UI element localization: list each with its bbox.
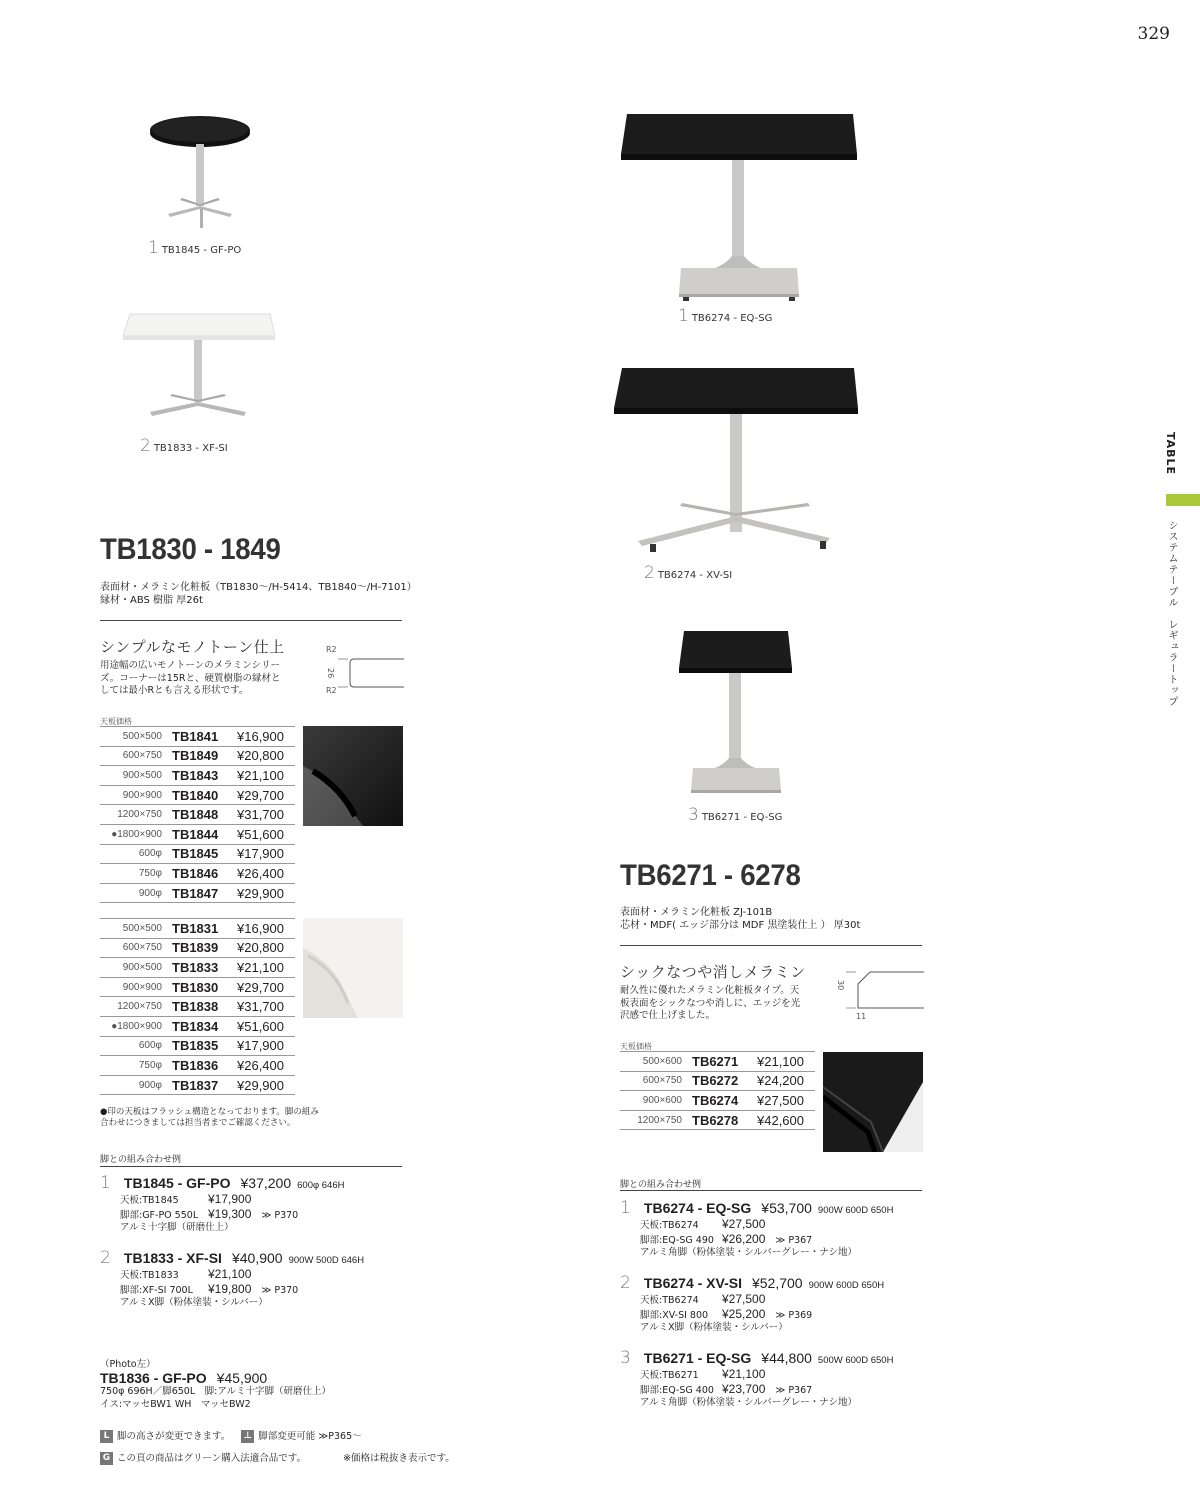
photo-caption-right-3: 3 TB6271 - EQ-SG — [688, 805, 783, 825]
price-row — [620, 1091, 815, 1111]
matte-black-edge-swatch — [823, 1052, 923, 1152]
combo-block-right-3: 3 TB6271 - EQ-SG ¥44,800 500W 600D 650H 天板:TB6271 ¥21,100 脚部:EQ-SG 400 ¥23,700 ≫ P367 アルミ角脚（粉体塗装・シルバーグレー・ナシ地） — [620, 1348, 894, 1408]
combo-block-1: 1 TB1845 - GF-PO ¥37,200 600φ 646H 天板:TB1845 ¥17,900 脚部:GF-PO 550L ¥19,300 ≫ P370 アルミ十字脚（研磨仕上） — [100, 1173, 345, 1233]
price-cell-size: 1200×750 — [637, 1114, 682, 1126]
edge-profile-diagram-right — [846, 968, 924, 1014]
divider — [100, 1166, 402, 1167]
price-cell-code: TB6274 — [692, 1092, 739, 1108]
price-cell-size: 500×600 — [642, 1055, 682, 1067]
price-label: 天板価格 — [100, 717, 132, 726]
price-cell-code: TB6272 — [692, 1073, 739, 1089]
price-row — [100, 997, 295, 1017]
price-cell-size: 900×900 — [122, 981, 162, 993]
diagram-height: 26 — [326, 668, 335, 679]
right-price-table — [620, 1051, 815, 1130]
price-cell-code: TB1845 — [172, 846, 219, 862]
price-cell-price: ¥17,900 — [237, 1038, 284, 1054]
price-row — [620, 1110, 815, 1130]
price-cell-size: 600φ — [138, 1040, 162, 1052]
price-cell-size: 900×900 — [122, 789, 162, 801]
price-cell-size: 600φ — [138, 848, 162, 860]
photo-left-label: （Photo左） — [100, 1359, 156, 1370]
price-cell-code: TB1830 — [172, 979, 219, 995]
divider — [620, 1190, 922, 1191]
price-row — [100, 1016, 295, 1036]
price-cell-price: ¥29,900 — [237, 1077, 284, 1093]
price-cell-code: TB1836 — [172, 1057, 219, 1073]
photo-details: 750φ 696H／脚650L 脚:アルミ十字脚（研磨仕上） イス:マッセBW1 WH マッセBW2 — [100, 1386, 331, 1410]
price-cell-code: TB1831 — [172, 920, 219, 936]
price-cell-price: ¥20,800 — [237, 748, 284, 764]
price-cell-size: 600×750 — [122, 942, 162, 954]
product-photo-square-white — [115, 308, 285, 428]
white-edge-swatch — [303, 918, 403, 1018]
price-cell-size: 750φ — [138, 1059, 162, 1071]
price-cell-price: ¥17,900 — [237, 846, 284, 862]
price-cell-code: TB6271 — [692, 1053, 739, 1069]
price-row — [100, 883, 295, 903]
price-cell-price: ¥20,800 — [237, 940, 284, 956]
price-cell-code: TB1843 — [172, 767, 219, 783]
combo-block-2: 2 TB1833 - XF-SI ¥40,900 900W 500D 646H 天板:TB1833 ¥21,100 脚部:XF-SI 700L ¥19,800 ≫ P370 アルミX脚（粉体塗装・シルバー） — [100, 1248, 365, 1308]
price-row — [100, 1036, 295, 1056]
price-cell-code: TB1839 — [172, 940, 219, 956]
footer-line-1: L 脚の高さが変更できます。 ⊥ 脚部変更可能 ≫P365〜 — [100, 1428, 362, 1443]
price-cell-size: 500×500 — [122, 730, 162, 742]
tax-note: ※価格は税抜き表示です。 — [343, 1453, 455, 1464]
divider — [620, 945, 922, 946]
price-cell-size: 900×500 — [122, 961, 162, 973]
product-photo-black-small — [675, 628, 805, 808]
green-purchase-icon: G — [100, 1452, 113, 1465]
price-row — [620, 1052, 815, 1072]
leg-change-icon: ⊥ — [241, 1430, 254, 1443]
product-photo-black-xv-si — [610, 366, 870, 561]
price-cell-price: ¥42,600 — [757, 1112, 804, 1128]
price-cell-price: ¥29,700 — [237, 787, 284, 803]
price-row — [100, 958, 295, 978]
price-cell-size: 900×600 — [642, 1094, 682, 1106]
subtitle-right: シックなつや消しメラミン — [620, 963, 806, 981]
price-cell-code: TB1847 — [172, 885, 219, 901]
subtitle: シンプルなモノトーン仕上 — [100, 638, 285, 656]
price-row — [100, 785, 295, 805]
combo-block-right-1: 1 TB6274 - EQ-SG ¥53,700 900W 600D 650H 天板:TB6274 ¥27,500 脚部:EQ-SG 490 ¥26,200 ≫ P367 アルミ角脚（粉体塗装・シルバーグレー・ナシ地） — [620, 1198, 894, 1258]
price-row — [100, 864, 295, 884]
price-cell-size: 750φ — [138, 867, 162, 879]
height-adjust-icon: L — [100, 1430, 113, 1443]
photo-caption-1: 1 TB1845 - GF-PO — [148, 238, 242, 258]
price-cell-size: 600×750 — [642, 1075, 682, 1087]
price-label-right: 天板価格 — [620, 1042, 652, 1051]
price-cell-size: 900×500 — [122, 769, 162, 781]
page-number: 329 — [1137, 24, 1170, 44]
photo-caption-right-1: 1 TB6274 - EQ-SG — [678, 306, 773, 326]
price-row — [100, 805, 295, 825]
combo-label-right: 脚との組み合わせ例 — [620, 1180, 702, 1190]
price-row — [100, 938, 295, 958]
combo-block-right-2: 2 TB6274 - XV-SI ¥52,700 900W 600D 650H 天板:TB6274 ¥27,500 脚部:XV-SI 800 ¥25,200 ≫ P369 アルミX脚（粉体塗装・シルバー） — [620, 1273, 885, 1333]
price-cell-size: ●1800×900 — [111, 828, 162, 840]
photo-product: TB1836 - GF-PO ¥45,900 — [100, 1370, 268, 1386]
price-row — [100, 1075, 295, 1095]
price-cell-code: TB1849 — [172, 748, 219, 764]
price-cell-size: 500×500 — [122, 922, 162, 934]
price-cell-price: ¥27,500 — [757, 1092, 804, 1108]
price-cell-code: TB1844 — [172, 826, 219, 842]
price-cell-code: TB1833 — [172, 959, 219, 975]
diagram-height-right: 30 — [836, 980, 845, 991]
price-cell-code: TB1848 — [172, 807, 219, 823]
price-cell-price: ¥26,400 — [237, 1057, 284, 1073]
product-photo-round-black — [140, 110, 270, 240]
footer-line-2: G この頁の商品はグリーン購入法適合品です。 ※価格は税抜き表示です。 — [100, 1450, 455, 1465]
price-row — [100, 746, 295, 766]
side-table-label: TABLE — [1164, 432, 1177, 476]
price-row — [100, 727, 295, 747]
product-photo-black-eq-sg — [615, 110, 865, 310]
combo-label: 脚との組み合わせ例 — [100, 1155, 182, 1165]
price-row — [100, 977, 295, 997]
price-cell-size: 900φ — [138, 887, 162, 899]
price-cell-code: TB1841 — [172, 728, 219, 744]
price-cell-price: ¥21,100 — [757, 1053, 804, 1069]
price-cell-price: ¥31,700 — [237, 807, 284, 823]
series-title-tb6271: TB6271 - 6278 — [620, 859, 801, 892]
price-cell-price: ¥24,200 — [757, 1073, 804, 1089]
flush-note: ●印の天板はフラッシュ構造となっております。脚の組み 合わせにつきましては担当者までご確認ください。 — [100, 1107, 319, 1128]
white-price-table — [100, 918, 295, 1095]
photo-caption-2: 2 TB1833 - XF-SI — [140, 436, 228, 456]
price-row — [100, 1056, 295, 1076]
edge-profile-diagram — [338, 652, 404, 692]
diagram-r-top: R2 — [326, 645, 337, 654]
diagram-width-right: 11 — [856, 1012, 867, 1021]
side-accent-bar — [1166, 494, 1200, 506]
price-cell-code: TB1846 — [172, 865, 219, 881]
price-cell-size: ●1800×900 — [111, 1020, 162, 1032]
price-row — [100, 824, 295, 844]
price-cell-code: TB1835 — [172, 1038, 219, 1054]
price-row — [100, 844, 295, 864]
price-cell-price: ¥21,100 — [237, 959, 284, 975]
price-cell-size: 900φ — [138, 1079, 162, 1091]
price-cell-price: ¥21,100 — [237, 767, 284, 783]
price-cell-code: TB1840 — [172, 787, 219, 803]
price-cell-code: TB1838 — [172, 999, 219, 1015]
price-cell-price: ¥51,600 — [237, 1018, 284, 1034]
price-cell-price: ¥16,900 — [237, 728, 284, 744]
black-price-table — [100, 726, 295, 903]
price-row — [100, 919, 295, 939]
price-cell-price: ¥26,400 — [237, 865, 284, 881]
photo-caption-right-2: 2 TB6274 - XV-SI — [644, 563, 733, 583]
black-edge-swatch — [303, 726, 403, 826]
price-cell-code: TB1834 — [172, 1018, 219, 1034]
price-cell-size: 1200×750 — [117, 809, 162, 821]
material-text-right: 表面材・メラミン化粧板 ZJ-101B 芯材・MDF( エッジ部分は MDF 黒塗装仕上 ） 厚30t — [620, 907, 861, 931]
price-row — [100, 766, 295, 786]
price-cell-size: 1200×750 — [117, 1001, 162, 1013]
price-cell-code: TB6278 — [692, 1112, 739, 1128]
price-cell-price: ¥29,700 — [237, 979, 284, 995]
description-right: 耐久性に優れたメラミン化粧板タイプ。天 板表面をシックなつや消しに、エッジを光 沢感で仕上げました。 — [620, 985, 801, 1021]
description: 用途幅の広いモノトーンのメラミンシリー ズ。コーナーは15Rと、硬質樹脂の縁材と しては最小Rとも言える形状です。 — [100, 660, 281, 696]
price-cell-price: ¥29,900 — [237, 885, 284, 901]
diagram-r-bottom: R2 — [326, 686, 337, 695]
price-row — [620, 1071, 815, 1091]
side-category: システムテーブル レギュラートップ — [1166, 520, 1177, 707]
material-text: 表面材・メラミン化粧板（TB1830〜/H-5414、TB1840〜/H-7101） 縁材・ABS 樹脂 厚26t — [100, 582, 417, 606]
price-cell-code: TB1837 — [172, 1077, 219, 1093]
series-title-tb1830: TB1830 - 1849 — [100, 533, 281, 566]
price-cell-price: ¥31,700 — [237, 999, 284, 1015]
divider — [100, 620, 402, 621]
price-cell-size: 600×750 — [122, 750, 162, 762]
price-cell-price: ¥16,900 — [237, 920, 284, 936]
price-cell-price: ¥51,600 — [237, 826, 284, 842]
